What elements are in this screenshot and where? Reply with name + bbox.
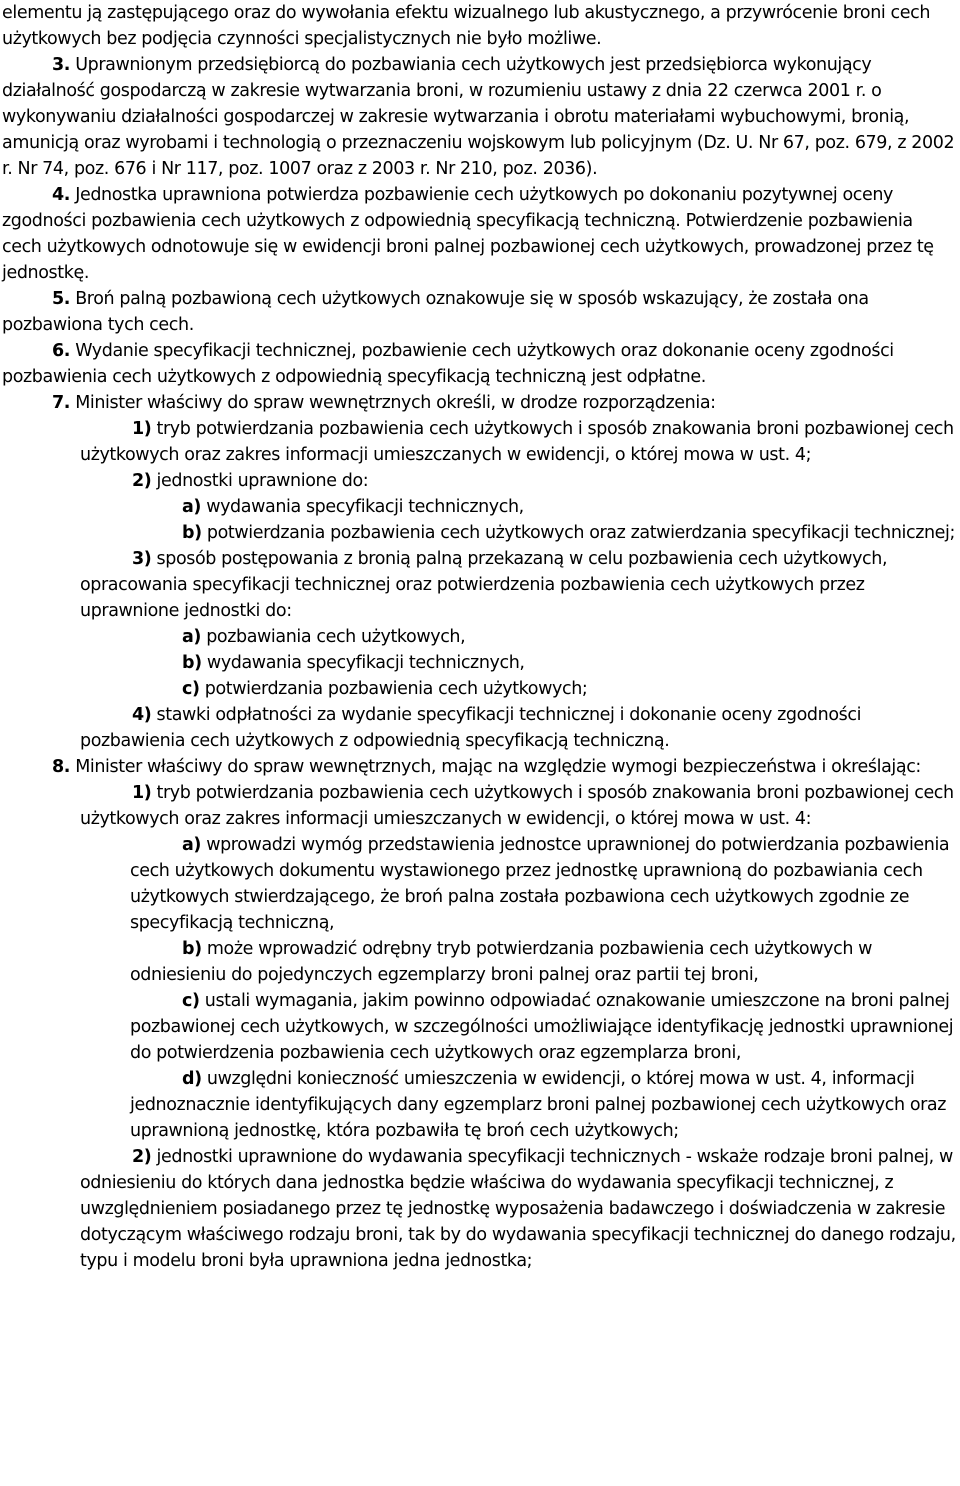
paragraph-5 <box>2 286 956 338</box>
paragraph-4 <box>2 182 956 286</box>
item-text: może wprowadzić odrębny tryb potwierdzania pozbawienia cech użytkowych w odniesieniu do pojedynczych egzemplarzy broni palnej oraz partii tej broni, <box>130 939 873 985</box>
paragraph-8 <box>2 754 956 780</box>
item-letter: c) <box>182 991 200 1011</box>
item-text: sposób postępowania z bronią palną przekazaną w celu pozbawienia cech użytkowych, opracowania specyfikacji technicznej oraz potwierdzenia pozbawienia cech użytkowych przez uprawnione jednostki do: <box>80 549 888 621</box>
paragraph-6 <box>2 338 956 390</box>
list-item <box>2 468 956 494</box>
paragraph-text: Jednostka uprawniona potwierdza pozbawienie cech użytkowych po dokonaniu pozytywnej oceny zgodności pozbawienia cech użytkowych z odpowiednią specyfikacją techniczną. Potwierdzenie pozbawienia cech użytkowych odnotowuje się w ewidencji broni palnej pozbawionej cech użytkowych, prowadzonej przez tę jednostkę. <box>2 185 934 283</box>
paragraph-text: Broń palną pozbawioną cech użytkowych oznakowuje się w sposób wskazujący, że została ona pozbawiona tych cech. <box>2 289 869 335</box>
paragraph-number: 5. <box>52 289 71 309</box>
list-subitem <box>2 494 956 520</box>
list-item <box>2 780 956 832</box>
item-letter: d) <box>182 1069 202 1089</box>
list-subitem <box>2 520 956 546</box>
paragraph-number: 4. <box>52 185 71 205</box>
list-item <box>2 702 956 754</box>
item-text: wydawania specyfikacji technicznych, <box>206 497 524 517</box>
item-number: 4) <box>132 705 152 725</box>
paragraph-number: 7. <box>52 393 71 413</box>
paragraph-intro <box>2 0 956 52</box>
paragraph-text: Wydanie specyfikacji technicznej, pozbawienie cech użytkowych oraz dokonanie oceny zgodności pozbawienia cech użytkowych z odpowiednią specyfikacją techniczną jest odpłatne. <box>2 341 894 387</box>
item-text: stawki odpłatności za wydanie specyfikacji technicznej i dokonanie oceny zgodności pozbawienia cech użytkowych z odpowiednią specyfikacją techniczną. <box>80 705 862 751</box>
item-letter: b) <box>182 523 202 543</box>
list-subitem <box>2 650 956 676</box>
item-text: tryb potwierdzania pozbawienia cech użytkowych i sposób znakowania broni pozbawionej cech użytkowych oraz zakres informacji umieszczanych w ewidencji, o której mowa w ust. 4; <box>80 419 954 465</box>
item-number: 2) <box>132 471 152 491</box>
paragraph-text: Minister właściwy do spraw wewnętrznych określi, w drodze rozporządzenia: <box>75 393 716 413</box>
list-subitem <box>2 624 956 650</box>
item-letter: b) <box>182 653 202 673</box>
list-subitem <box>2 676 956 702</box>
item-text: tryb potwierdzania pozbawienia cech użytkowych i sposób znakowania broni pozbawionej cech użytkowych oraz zakres informacji umieszczanych w ewidencji, o której mowa w ust. 4: <box>80 783 954 829</box>
item-number: 1) <box>132 783 152 803</box>
item-text: pozbawiania cech użytkowych, <box>206 627 466 647</box>
list-item <box>2 1144 956 1274</box>
item-text: wydawania specyfikacji technicznych, <box>206 653 525 673</box>
paragraph-number: 6. <box>52 341 71 361</box>
item-text: potwierdzania pozbawienia cech użytkowych oraz zatwierdzania specyfikacji technicznej; <box>206 523 956 543</box>
paragraph-7 <box>2 390 956 416</box>
item-text: uwzględni konieczność umieszczenia w ewidencji, o której mowa w ust. 4, informacji jednoznacznie identyfikujących dany egzemplarz broni palnej pozbawionej cech użytkowych oraz uprawnioną jednostkę, która pozbawiła tę broń cech użytkowych; <box>130 1069 947 1141</box>
list-subitem <box>2 1066 956 1144</box>
list-subitem <box>2 988 956 1066</box>
paragraph-text: elementu ją zastępującego oraz do wywołania efektu wizualnego lub akustycznego, a przywrócenie broni cech użytkowych bez podjęcia czynności specjalistycznych nie było możliwe. <box>2 3 931 49</box>
item-letter: c) <box>182 679 200 699</box>
item-number: 3) <box>132 549 152 569</box>
item-letter: a) <box>182 497 202 517</box>
item-text: ustali wymagania, jakim powinno odpowiadać oznakowanie umieszczone na broni palnej pozbawionej cech użytkowych, w szczególności umożliwiające identyfikację jednostki uprawnionej do potwierdzenia pozbawienia cech użytkowych oraz egzemplarza broni, <box>130 991 954 1063</box>
list-subitem <box>2 832 956 936</box>
list-item <box>2 546 956 624</box>
item-number: 1) <box>132 419 152 439</box>
paragraph-number: 3. <box>52 55 71 75</box>
paragraph-3 <box>2 52 956 182</box>
item-text: wprowadzi wymóg przedstawienia jednostce uprawnionej do potwierdzania pozbawienia cech użytkowych dokumentu wystawionego przez jednostkę uprawnioną do pozbawiania cech użytkowych stwierdzającego, że broń palna została pozbawiona cech użytkowych zgodnie ze specyfikacją techniczną, <box>130 835 950 933</box>
list-item <box>2 416 956 468</box>
list-subitem <box>2 936 956 988</box>
item-text: potwierdzania pozbawienia cech użytkowych; <box>204 679 588 699</box>
paragraph-text: Uprawnionym przedsiębiorcą do pozbawiania cech użytkowych jest przedsiębiorca wykonujący działalność gospodarczą w zakresie wytwarzania broni, w rozumieniu ustawy z dnia 22 czerwca 2001 r. o wykonywaniu działalności gospodarczej w zakresie wytwarzania i obrotu materiałami wybuchowymi, bronią, amunicją oraz wyrobami i technologią o przeznaczeniu wojskowym lub policyjnym (Dz. U. Nr 67, poz. 679, z 2002 r. Nr 74, poz. 676 i Nr 117, poz. 1007 oraz z 2003 r. Nr 210, poz. 2036). <box>2 55 955 179</box>
item-letter: b) <box>182 939 202 959</box>
item-text: jednostki uprawnione do wydawania specyfikacji technicznych - wskaże rodzaje broni palnej, w odniesieniu do których dana jednostka będzie właściwa do wydawania specyfikacji technicznej, z uwzględnieniem posiadanego przez tę jednostkę wyposażenia badawczego i doświadczenia w zakresie dotyczącym właściwego rodzaju broni, tak by do wydawania specyfikacji technicznej do danego rodzaju, typu i modelu broni była uprawniona jedna jednostka; <box>80 1147 956 1271</box>
paragraph-number: 8. <box>52 757 71 777</box>
item-letter: a) <box>182 627 202 647</box>
paragraph-text: Minister właściwy do spraw wewnętrznych, mając na względzie wymogi bezpieczeństwa i określając: <box>75 757 921 777</box>
item-letter: a) <box>182 835 202 855</box>
item-number: 2) <box>132 1147 152 1167</box>
item-text: jednostki uprawnione do: <box>156 471 369 491</box>
